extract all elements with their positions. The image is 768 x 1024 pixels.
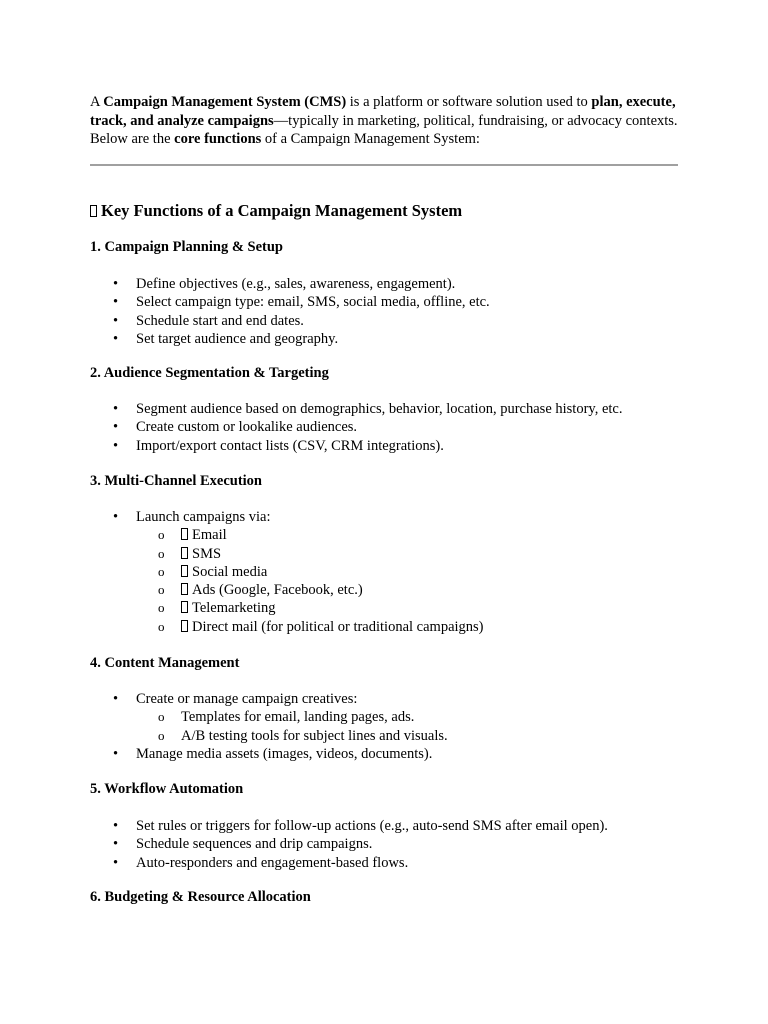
main-heading: [90, 201, 462, 221]
list-item: [90, 690, 448, 745]
list-item-text: Import/export contact lists (CSV, CRM integrations).: [136, 437, 444, 454]
sublist-item-text: Email: [192, 527, 227, 544]
list-item-text: Auto-responders and engagement-based flows.: [136, 854, 409, 871]
bullet-icon: •: [113, 330, 119, 347]
circle-bullet-icon: o: [158, 527, 165, 543]
list-item: [90, 312, 490, 330]
missing-glyph-icon: [181, 601, 188, 613]
bullet-icon: •: [113, 294, 119, 311]
sublist-item: [136, 545, 484, 563]
intro-paragraph: [90, 93, 680, 149]
list-item: [90, 745, 448, 763]
channel-sublist: [136, 526, 484, 636]
list-item: [90, 330, 490, 348]
sublist-item: [136, 727, 448, 745]
missing-glyph-icon: [181, 583, 188, 595]
horizontal-rule: [90, 164, 678, 166]
section-2-list: [90, 400, 623, 455]
list-item-text: Set rules or triggers for follow-up actions (e.g., auto-send SMS after email open).: [136, 818, 608, 834]
list-item-text: Set target audience and geography.: [136, 330, 339, 347]
section-2-title: 2. Audience Segmentation & Targeting: [90, 365, 329, 381]
circle-bullet-icon: o: [158, 582, 165, 598]
intro-bold-3: core functions: [174, 131, 262, 147]
list-item-text: Schedule start and end dates.: [136, 312, 304, 329]
intro-text-1: A: [90, 94, 104, 110]
list-item-text: Schedule sequences and drip campaigns.: [136, 836, 373, 853]
list-item: [90, 835, 608, 853]
section-6-title: 6. Budgeting & Resource Allocation: [90, 889, 311, 905]
missing-glyph-icon: [181, 620, 188, 632]
list-item-text: Define objectives (e.g., sales, awareness, engagement).: [136, 276, 456, 292]
bullet-icon: •: [113, 276, 119, 292]
sublist-item-text: Direct mail (for political or traditional campaigns): [192, 618, 484, 635]
section-3-title: 3. Multi-Channel Execution: [90, 473, 262, 489]
list-item: [90, 437, 623, 455]
bullet-icon: •: [113, 437, 119, 454]
circle-bullet-icon: o: [158, 600, 165, 616]
list-item: [90, 508, 484, 636]
circle-bullet-icon: o: [158, 563, 165, 579]
intro-text-4: of a Campaign Management System:: [261, 131, 480, 147]
circle-bullet-icon: o: [158, 545, 165, 561]
section-4-list: [90, 690, 448, 763]
content-sublist: [136, 708, 448, 745]
sublist-item-text: SMS: [192, 545, 222, 562]
bullet-icon: •: [113, 745, 119, 762]
section-5-title: 5. Workflow Automation: [90, 781, 244, 797]
section-5-list: [90, 817, 608, 872]
missing-glyph-icon: [90, 205, 97, 217]
bullet-icon: •: [113, 401, 119, 417]
list-item-text: Segment audience based on demographics, behavior, location, purchase history, etc.: [136, 401, 623, 417]
circle-bullet-icon: o: [158, 727, 165, 743]
section-1-title: 1. Campaign Planning & Setup: [90, 239, 283, 255]
sublist-item: [136, 526, 484, 544]
sublist-item: [136, 708, 448, 726]
missing-glyph-icon: [181, 547, 188, 559]
list-item-text: Create or manage campaign creatives:: [136, 691, 358, 707]
sublist-item-text: A/B testing tools for subject lines and visuals.: [181, 727, 448, 744]
bullet-icon: •: [113, 312, 119, 329]
sublist-item-text: Telemarketing: [192, 600, 276, 617]
bullet-icon: •: [113, 854, 119, 871]
sublist-item-text: Ads (Google, Facebook, etc.): [192, 582, 363, 599]
list-item-text: Create custom or lookalike audiences.: [136, 419, 358, 436]
sublist-item: [136, 563, 484, 581]
bullet-icon: •: [113, 818, 119, 834]
intro-text-2: is a platform or software solution used to: [346, 94, 592, 110]
sublist-item: [136, 599, 484, 617]
intro-bold-2: plan, execute, track, and analyze campaigns: [90, 94, 676, 129]
sublist-item-text: Social media: [192, 563, 268, 580]
section-3-list: [90, 508, 484, 636]
section-4-title: 4. Content Management: [90, 655, 240, 671]
bullet-icon: •: [113, 836, 119, 853]
section-1-list: [90, 275, 490, 348]
sublist-item: [136, 618, 484, 636]
intro-text-3: —typically in marketing, political, fundraising, or advocacy contexts. Below are the: [90, 112, 678, 147]
missing-glyph-icon: [181, 565, 188, 577]
bullet-icon: •: [113, 691, 119, 707]
list-item-text: Manage media assets (images, videos, documents).: [136, 745, 433, 762]
circle-bullet-icon: o: [158, 709, 165, 725]
sublist-item-text: Templates for email, landing pages, ads.: [181, 709, 415, 726]
list-item: [90, 418, 623, 436]
bullet-icon: •: [113, 509, 119, 525]
list-item: [90, 275, 490, 293]
circle-bullet-icon: o: [158, 618, 165, 634]
list-item-text: Launch campaigns via:: [136, 509, 271, 525]
missing-glyph-icon: [181, 528, 188, 540]
list-item: [90, 400, 623, 418]
bullet-icon: •: [113, 419, 119, 436]
sublist-item: [136, 581, 484, 599]
main-heading-text: Key Functions of a Campaign Management System: [101, 201, 463, 220]
list-item: [90, 817, 608, 835]
list-item-text: Select campaign type: email, SMS, social media, offline, etc.: [136, 294, 490, 311]
list-item: [90, 293, 490, 311]
list-item: [90, 854, 608, 872]
intro-bold-1: Campaign Management System (CMS): [103, 94, 347, 110]
